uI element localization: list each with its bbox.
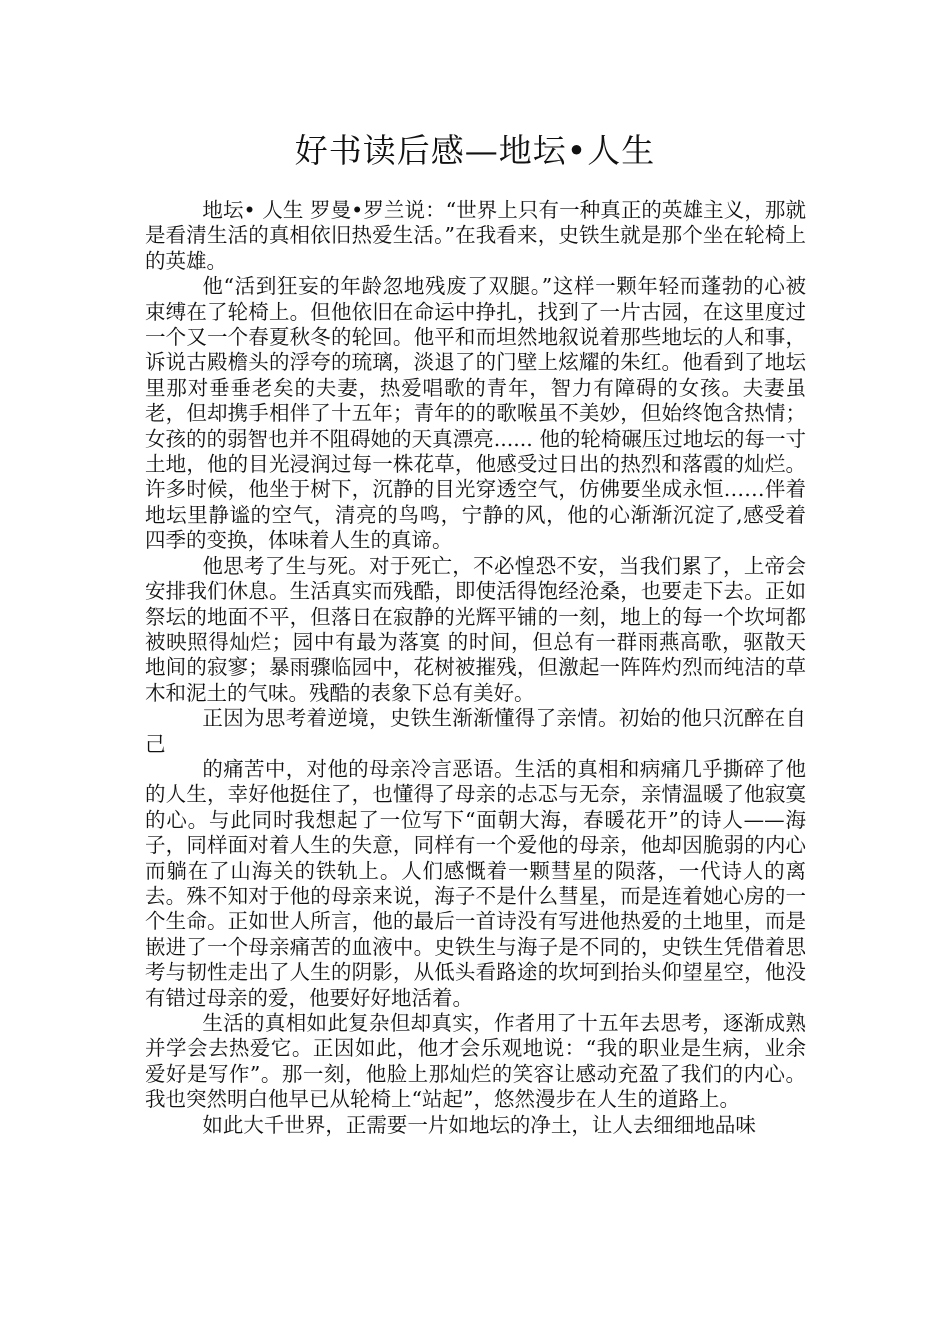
paragraph-1: 地坛• 人生 罗曼•罗兰说：“世界上只有一种真正的英雄主义，那就是看清生活的真相依旧热爱生活。”在我看来，史铁生就是那个坐在轮椅上的英雄。	[145, 198, 806, 273]
paragraph-6: 生活的真相如此复杂但却真实，作者用了十五年去思考，逐渐成熟并学会去热爱它。正因如此，他才会乐观地说：“我的职业是生病，业余爱好是写作”。那一刻，他脸上那灿烂的笑容让感动充盈了我们的内心。我也突然明白他早已从轮椅上“站起”，悠然漫步在人生的道路上。	[145, 1011, 806, 1112]
paragraph-3: 他思考了生与死。对于死亡，不必惶恐不安，当我们累了，上帝会安排我们休息。生活真实而残酷，即使活得饱经沧桑，也要走下去。正如祭坛的地面不平，但落日在寂静的光辉平铺的一刻，地上的每一个坎坷都被映照得灿烂；园中有最为落寞 的时间，但总有一群雨燕高歌，驱散天地间的寂寥；暴雨骤临园中，花树被摧残，但激起一阵阵灼烈而纯洁的草木和泥土的气味。残酷的表象下总有美好。	[145, 553, 806, 705]
document-title: 好书读后感—地坛•人生	[294, 131, 656, 170]
paragraph-5: 的痛苦中，对他的母亲冷言恶语。生活的真相和病痛几乎撕碎了他的人生，幸好他挺住了，也懂得了母亲的忐忑与无奈，亲情温暖了他寂寞的心。与此同时我想起了一位写下“面朝大海，春暖花开”的诗人——海子，同样面对着人生的失意，同样有一个爱他的母亲，他却因脆弱的内心而躺在了山海关的铁轨上。人们感慨着一颗彗星的陨落，一代诗人的离去。殊不知对于他的母亲来说，海子不是什么彗星，而是连着她心房的一个生命。正如世人所言，他的最后一首诗没有写进他热爱的土地里，而是嵌进了一个母亲痛苦的血液中。史铁生与海子是不同的，史铁生凭借着思考与韧性走出了人生的阴影，从低头看路途的坎坷到抬头仰望星空，他没有错过母亲的爱，他要好好地活着。	[145, 756, 806, 1010]
document-body	[145, 198, 806, 1138]
paragraph-4: 正因为思考着逆境，史铁生渐渐懂得了亲情。初始的他只沉醉在自己	[145, 706, 806, 756]
paragraph-2: 他“活到狂妄的年龄忽地残废了双腿。”这样一颗年轻而蓬勃的心被束缚在了轮椅上。但他依旧在命运中挣扎，找到了一片古园，在这里度过一个又一个春夏秋冬的轮回。他平和而坦然地叙说着那些地坛的人和事，诉说古殿檐头的浮夸的琉璃，淡退了的门壁上炫耀的朱红。他看到了地坛里那对垂垂老矣的夫妻，热爱唱歌的青年，智力有障碍的女孩。夫妻虽老，但却携手相伴了十五年；青年的的歌喉虽不美妙，但始终饱含热情；女孩的的弱智也并不阻碍她的天真漂亮...... 他的轮椅碾压过地坛的每一寸土地，他的目光浸润过每一株花草，他感受过日出的热烈和落霞的灿烂。许多时候，他坐于树下，沉静的目光穿透空气，仿佛要坐成永恒……伴着地坛里静谧的空气，清亮的鸟鸣，宁静的风，他的心渐渐沉淀了,感受着四季的变换，体味着人生的真谛。	[145, 274, 806, 553]
paragraph-7: 如此大千世界，正需要一片如地坛的净土，让人去细细地品味	[202, 1112, 756, 1137]
